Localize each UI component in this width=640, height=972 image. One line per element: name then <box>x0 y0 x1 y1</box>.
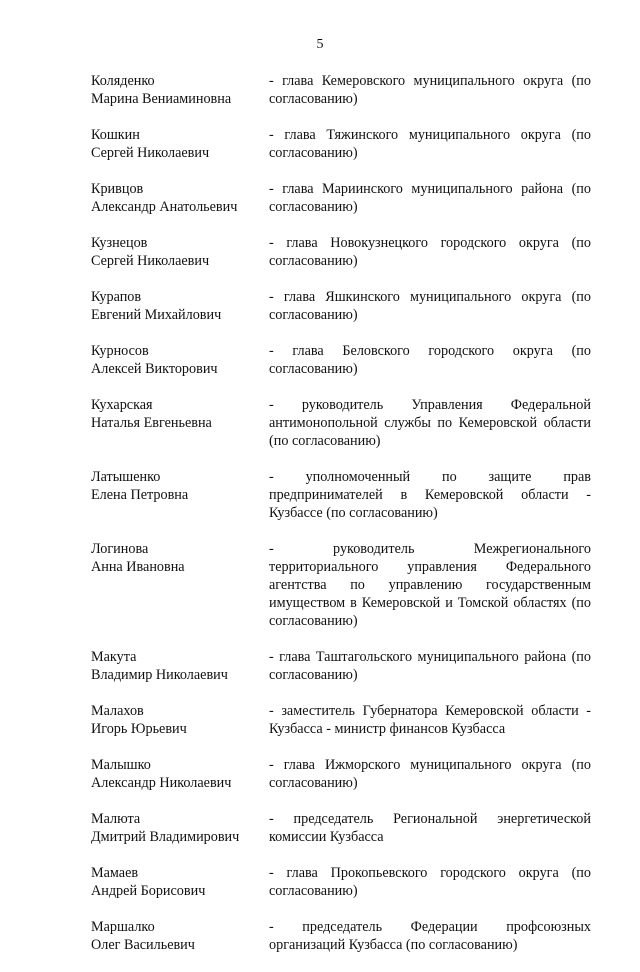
person-name <box>91 342 269 378</box>
list-item <box>91 756 591 792</box>
given-name: Алексей Викторович <box>91 361 218 377</box>
list-item <box>91 702 591 738</box>
person-name <box>91 864 269 900</box>
surname: Малышко <box>91 757 151 773</box>
list-item <box>91 126 591 162</box>
surname: Кухарская <box>91 397 153 413</box>
person-name <box>91 72 269 108</box>
surname: Кузнецов <box>91 235 148 251</box>
list-item <box>91 540 591 630</box>
list-item <box>91 468 591 522</box>
position-description: - глава Беловского городского округа (по согласованию) <box>269 343 591 377</box>
position-description: - председатель Федерации профсоюзных организаций Кузбасса (по согласованию) <box>269 919 591 953</box>
person-name <box>91 288 269 324</box>
surname: Мамаев <box>91 865 139 881</box>
members-list <box>91 72 591 972</box>
list-item <box>91 342 591 378</box>
list-item <box>91 648 591 684</box>
given-name: Сергей Николаевич <box>91 145 210 161</box>
surname: Латышенко <box>91 469 161 485</box>
surname: Маршалко <box>91 919 155 935</box>
position-description: - заместитель Губернатора Кемеровской области - Кузбасса - министр финансов Кузбасса <box>269 703 591 737</box>
given-name: Анна Ивановна <box>91 559 185 575</box>
given-name: Александр Анатольевич <box>91 199 238 215</box>
person-name <box>91 702 269 738</box>
surname: Малюта <box>91 811 141 827</box>
list-item <box>91 180 591 216</box>
person-name <box>91 540 269 576</box>
person-name <box>91 648 269 684</box>
list-item <box>91 396 591 450</box>
position-description: - глава Ижморского муниципального округа (по согласованию) <box>269 757 591 791</box>
given-name: Марина Вениаминовна <box>91 91 232 107</box>
given-name: Владимир Николаевич <box>91 667 228 683</box>
position-description: - глава Мариинского муниципального района (по согласованию) <box>269 181 591 215</box>
surname: Курносов <box>91 343 149 359</box>
position-description: - глава Тяжинского муниципального округа (по согласованию) <box>269 127 591 161</box>
list-item <box>91 72 591 108</box>
person-name <box>91 468 269 504</box>
position-description: - глава Таштагольского муниципального района (по согласованию) <box>269 649 591 683</box>
given-name: Андрей Борисович <box>91 883 206 899</box>
given-name: Дмитрий Владимирович <box>91 829 240 845</box>
surname: Кошкин <box>91 127 140 143</box>
surname: Коляденко <box>91 73 155 89</box>
given-name: Елена Петровна <box>91 487 189 503</box>
position-description: - руководитель Управления Федеральной антимонопольной службы по Кемеровской области (по согласованию) <box>269 397 591 449</box>
position-description: - руководитель Межрегионального территориального управления Федерального агентства по управлению государственным имуществом в Кемеровской и Томской областях (по согласованию) <box>269 541 591 629</box>
given-name: Олег Васильевич <box>91 937 195 953</box>
position-description: - председатель Региональной энергетической комиссии Кузбасса <box>269 811 591 845</box>
person-name <box>91 756 269 792</box>
list-item <box>91 918 591 954</box>
given-name: Евгений Михайлович <box>91 307 222 323</box>
position-description: - глава Прокопьевского городского округа (по согласованию) <box>269 865 591 899</box>
person-name <box>91 396 269 432</box>
person-name <box>91 810 269 846</box>
list-item <box>91 234 591 270</box>
person-name <box>91 180 269 216</box>
given-name: Наталья Евгеньевна <box>91 415 212 431</box>
person-name <box>91 918 269 954</box>
person-name <box>91 234 269 270</box>
list-item <box>91 288 591 324</box>
given-name: Сергей Николаевич <box>91 253 210 269</box>
given-name: Александр Николаевич <box>91 775 232 791</box>
person-name <box>91 126 269 162</box>
page-number: 5 <box>316 37 324 52</box>
position-description: - глава Кемеровского муниципального округа (по согласованию) <box>269 73 591 107</box>
position-description: - глава Яшкинского муниципального округа (по согласованию) <box>269 289 591 323</box>
list-item <box>91 810 591 846</box>
surname: Курапов <box>91 289 142 305</box>
given-name: Игорь Юрьевич <box>91 721 187 737</box>
position-description: - уполномоченный по защите прав предпринимателей в Кемеровской области - Кузбассе (по согласованию) <box>269 469 591 521</box>
surname: Кривцов <box>91 181 144 197</box>
position-description: - глава Новокузнецкого городского округа (по согласованию) <box>269 235 591 269</box>
surname: Логинова <box>91 541 149 557</box>
list-item <box>91 864 591 900</box>
surname: Малахов <box>91 703 144 719</box>
surname: Макута <box>91 649 137 665</box>
